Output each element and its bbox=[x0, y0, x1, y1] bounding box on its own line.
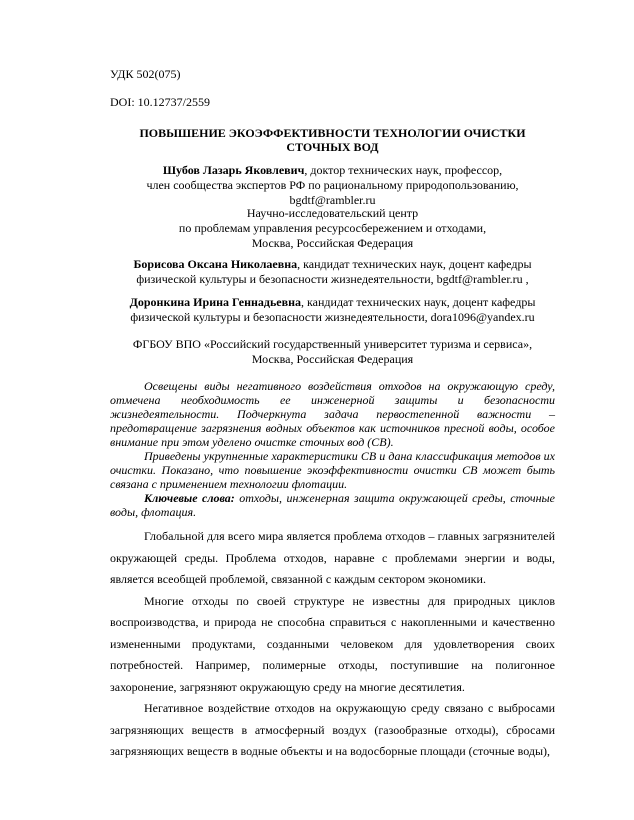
doi: DOI: 10.12737/2559 bbox=[110, 95, 210, 109]
affiliation-2-line-2: Москва, Российская Федерация bbox=[251, 352, 414, 366]
author-3-desc-2: физической культуры и безопасности жизнедеятельности, dora1096@yandex.ru bbox=[130, 310, 535, 324]
author-2-desc-1: , кандидат технических наук, доцент кафедры bbox=[297, 257, 532, 271]
author-1-desc-2: член сообщества экспертов РФ по рациональному природопользованию, bgdtf@rambler.ru bbox=[146, 178, 519, 207]
body-paragraph-1: Глобальной для всего мира является проблема отходов – главных загрязнителей окружающей среды. Проблема отходов, наравне с проблемами энергии и воды, является всеобщей проблемой, связанной с каждым сектором экономики. bbox=[110, 529, 555, 586]
udk-code: УДК 502(075) bbox=[110, 67, 181, 81]
body-text bbox=[110, 526, 555, 763]
affiliation-1 bbox=[110, 206, 555, 251]
abstract bbox=[110, 379, 555, 519]
title-line-2: СТОЧНЫХ ВОД bbox=[286, 140, 379, 154]
author-1 bbox=[110, 163, 555, 208]
affiliation-1-line-3: Москва, Российская Федерация bbox=[251, 236, 414, 250]
author-2 bbox=[110, 257, 555, 287]
affiliation-1-line-2: по проблемам управления ресурсосбережением и отходами, bbox=[178, 221, 487, 235]
affiliation-2 bbox=[110, 337, 555, 367]
keywords bbox=[110, 491, 555, 519]
abstract-paragraph-1: Освещены виды негативного воздействия отходов на окружающую среду, отмечена необходимость ее инженерной защиты и безопасности жизнедеятельности. Подчеркнута задача первостепенной важности – предотвращение загрязнения водных объектов как источников пресной воды, особое внимание при этом уделено очистке сточных вод (СВ). bbox=[110, 379, 555, 449]
keywords-label: Ключевые слова: bbox=[144, 491, 235, 505]
affiliation-2-line-1: ФГБОУ ВПО «Российский государственный университет туризма и сервиса», bbox=[132, 337, 533, 351]
abstract-paragraph-2: Приведены укрупненные характеристики СВ и дана классификация методов их очистки. Показано, что повышение экоэффективности очистки СВ может быть связана с применением технологии флотации. bbox=[110, 449, 555, 491]
title-line-1: ПОВЫШЕНИЕ ЭКОЭФФЕКТИВНОСТИ ТЕХНОЛОГИИ ОЧИСТКИ bbox=[139, 126, 526, 140]
author-2-desc-2: физической культуры и безопасности жизнедеятельности, bgdtf@rambler.ru , bbox=[136, 272, 529, 286]
author-3-name: Доронкина Ирина Геннадьевна bbox=[129, 295, 302, 309]
keywords-list: отходы, инженерная защита окружающей среды, сточные воды, флотация. bbox=[110, 491, 556, 519]
body-paragraph-2: Многие отходы по своей структуре не известны для природных циклов воспроизводства, и природа не способна справиться с накопленными и качественно измененными продуктами, созданными человеком для удовлетворения своих потребностей. Например, полимерные отходы, поступившие на полигонное захоронение, загрязняют окружающую среду на многие десятилетия. bbox=[110, 593, 555, 694]
author-2-name: Борисова Оксана Николаевна bbox=[133, 257, 298, 271]
body-paragraph-3: Негативное воздействие отходов на окружающую среду связано с выбросами загрязняющих веществ в атмосферный воздух (газообразные отходы), сбросами загрязняющих веществ в водные объекты и на водосборные площади (сточные воды), bbox=[110, 701, 555, 758]
author-1-name: Шубов Лазарь Яковлевич bbox=[162, 163, 305, 177]
paper-title bbox=[110, 126, 555, 154]
author-3-desc-1: , кандидат технических наук, доцент кафедры bbox=[301, 295, 536, 309]
affiliation-1-line-1: Научно-исследовательский центр bbox=[246, 206, 419, 220]
author-3 bbox=[110, 295, 555, 325]
author-1-desc-1: , доктор технических наук, профессор, bbox=[304, 163, 503, 177]
